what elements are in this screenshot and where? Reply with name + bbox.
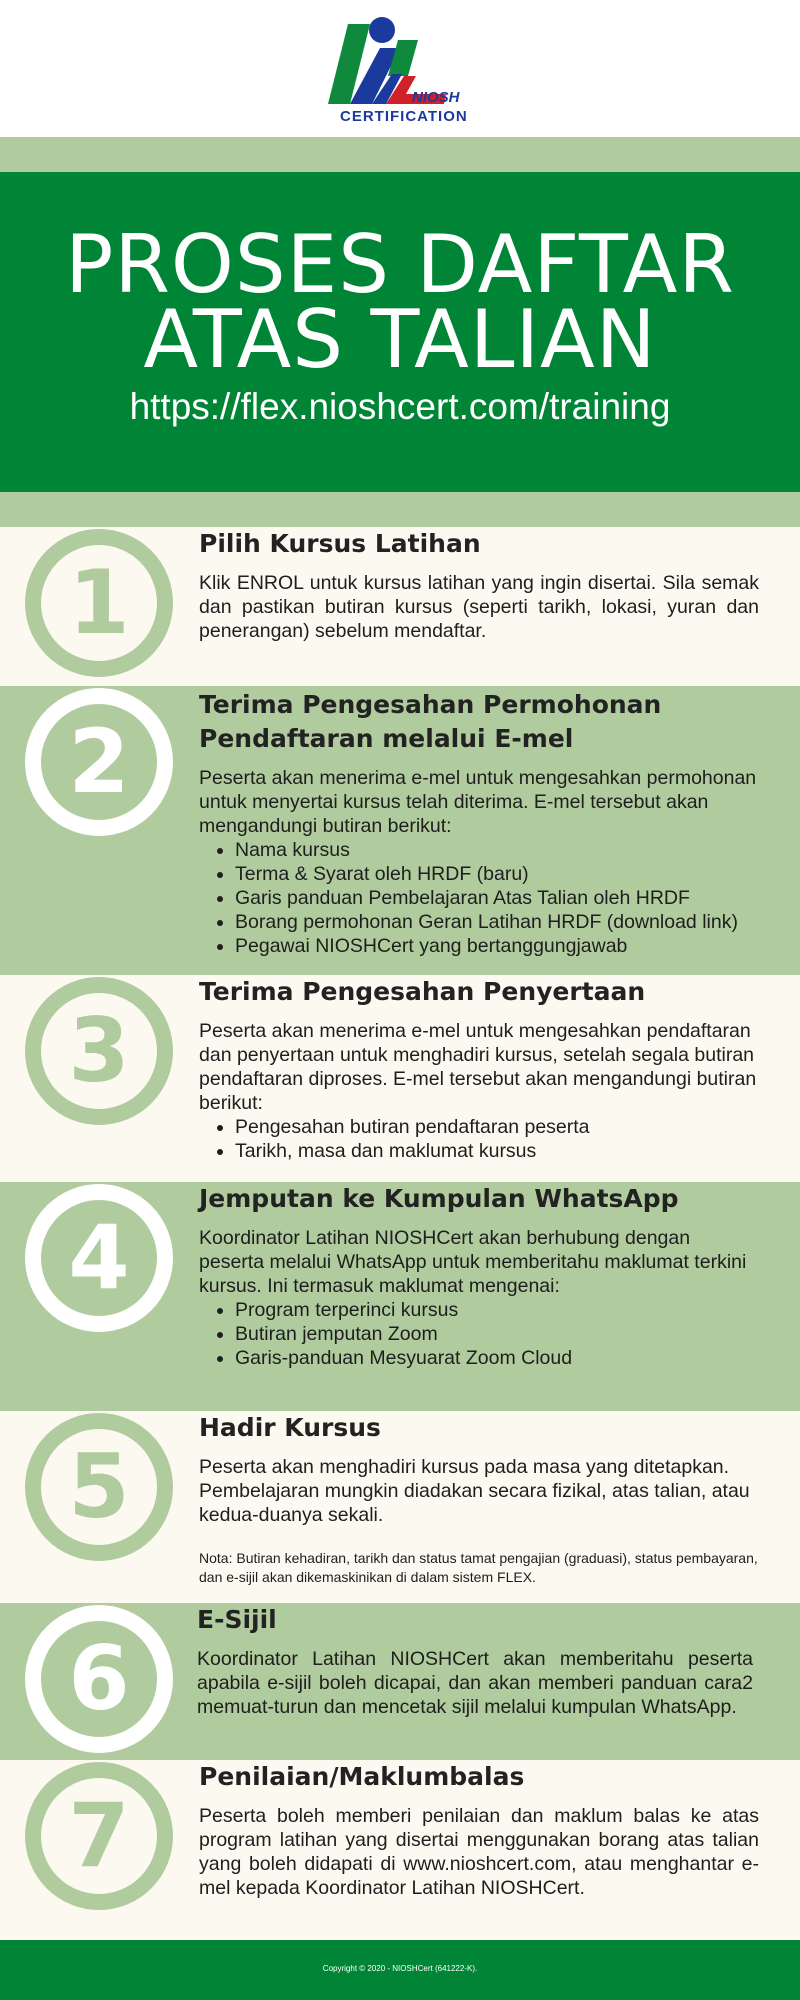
list-item: • Pegawai NIOSHCert yang bertanggungjawab: [235, 934, 774, 958]
step-4-number: 4: [68, 1206, 130, 1309]
step-2-circle: [25, 688, 173, 836]
logo-brand-word: NIOSH: [412, 89, 460, 106]
step-1-body: Klik ENROL untuk kursus latihan yang ingin disertai. Sila semak dan pastikan butiran kursus (seperti tarikh, lokasi, yuran dan penerangan) sebelum mendaftar.: [199, 572, 759, 642]
step-1-title: Pilih Kursus Latihan: [199, 529, 481, 558]
nioshcert-logo: [320, 14, 490, 124]
step-5-body: Peserta akan menghadiri kursus pada masa yang ditetapkan. Pembelajaran mungkin diadakan secara fizikal, atas talian, atau kedua-duanya sekali.: [199, 1456, 750, 1526]
top-stripe: [0, 137, 800, 172]
step-2-number: 2: [68, 710, 130, 813]
step-4-title: Jemputan ke Kumpulan WhatsApp: [199, 1184, 679, 1213]
step-2-bullet-list: [199, 838, 774, 958]
footer: [0, 1940, 800, 2000]
list-item: • Terma & Syarat oleh HRDF (baru): [235, 862, 774, 886]
step-7-body: Peserta boleh memberi penilaian dan maklum balas ke atas program latihan yang disertai menggunakan borang atas talian yang boleh didapati di www.nioshcert.com, atau menghantar e-mel kepada Koordinator Latihan NIOSHCert.: [199, 1805, 759, 1899]
step-6-title: E-Sijil: [197, 1605, 277, 1634]
step-3-circle: [25, 977, 173, 1125]
step-4-section: [0, 1182, 800, 1411]
mid-stripe: [0, 492, 800, 527]
training-url: https://flex.nioshcert.com/training: [129, 386, 671, 427]
step-7-number: 7: [68, 1784, 130, 1887]
list-item: • Garis panduan Pembelajaran Atas Talian oleh HRDF: [235, 886, 774, 910]
copyright-text: Copyright © 2020 - NIOSHCert (641222-K).: [322, 1964, 478, 1973]
logo-band: [0, 0, 800, 137]
step-2-body: Peserta akan menerima e-mel untuk mengesahkan permohonan untuk menyertai kursus telah diterima. E-mel tersebut akan mengandungi butiran berikut:: [199, 767, 757, 837]
step-1-section: [0, 527, 800, 686]
list-item: • Tarikh, masa dan maklumat kursus: [235, 1139, 759, 1163]
step-3-body: Peserta akan menerima e-mel untuk mengesahkan pendaftaran dan penyertaan untuk menghadiri kursus, setelah segala butiran pendaftaran diproses. E-mel tersebut akan mengandungi butiran berikut:: [199, 1020, 757, 1114]
step-7-title: Penilaian/Maklumbalas: [199, 1762, 525, 1791]
step-7-circle: [25, 1762, 173, 1910]
page-title-line-1: PROSES DAFTAR: [65, 218, 735, 311]
step-4-circle: [25, 1184, 173, 1332]
logo-subtitle: CERTIFICATION: [340, 108, 468, 124]
step-6-body: Koordinator Latihan NIOSHCert akan memberitahu peserta apabila e-sijil boleh dicapai, dan akan memberi panduan cara2 memuat-turun dan mencetak sijil melalui kumpulan WhatsApp.: [197, 1648, 753, 1718]
step-6-circle: [25, 1605, 173, 1753]
step-4-bullet-list: [199, 1298, 759, 1370]
page-title-line-2: ATAS TALIAN: [143, 293, 657, 386]
step-3-number: 3: [68, 999, 130, 1102]
list-item: • Borang permohonan Geran Latihan HRDF (download link): [235, 910, 774, 934]
step-2-section: [0, 686, 800, 975]
step-7-section: [0, 1760, 800, 1940]
list-item: • Pengesahan butiran pendaftaran peserta: [235, 1115, 759, 1139]
list-item: • Butiran jemputan Zoom: [235, 1322, 759, 1346]
step-1-circle: [25, 529, 173, 677]
list-item: • Nama kursus: [235, 838, 774, 862]
step-2-title: Terima Pengesahan Permohonan Pendaftaran melalui E-mel: [199, 690, 662, 753]
step-6-number: 6: [68, 1627, 130, 1730]
list-item: • Garis-panduan Mesyuarat Zoom Cloud: [235, 1346, 759, 1370]
step-3-section: [0, 975, 800, 1182]
step-5-note: Nota: Butiran kehadiran, tarikh dan status tamat pengajian (graduasi), status pembayaran, dan e-sijil akan dikemaskinikan di dalam sistem FLEX.: [199, 1550, 758, 1585]
nioshcert-logo-mark: [320, 14, 490, 124]
step-6-section: [0, 1603, 800, 1760]
step-5-circle: [25, 1413, 173, 1561]
step-4-body: Koordinator Latihan NIOSHCert akan berhubung dengan peserta melalui WhatsApp untuk memberitahu maklumat terkini kursus. Ini termasuk maklumat mengenai:: [199, 1227, 747, 1297]
step-5-title: Hadir Kursus: [199, 1413, 381, 1442]
step-3-bullet-list: [199, 1115, 759, 1163]
list-item: • Program terperinci kursus: [235, 1298, 759, 1322]
step-3-title: Terima Pengesahan Penyertaan: [199, 977, 646, 1006]
step-5-section: [0, 1411, 800, 1603]
step-1-number: 1: [68, 551, 130, 654]
step-5-number: 5: [68, 1435, 130, 1538]
